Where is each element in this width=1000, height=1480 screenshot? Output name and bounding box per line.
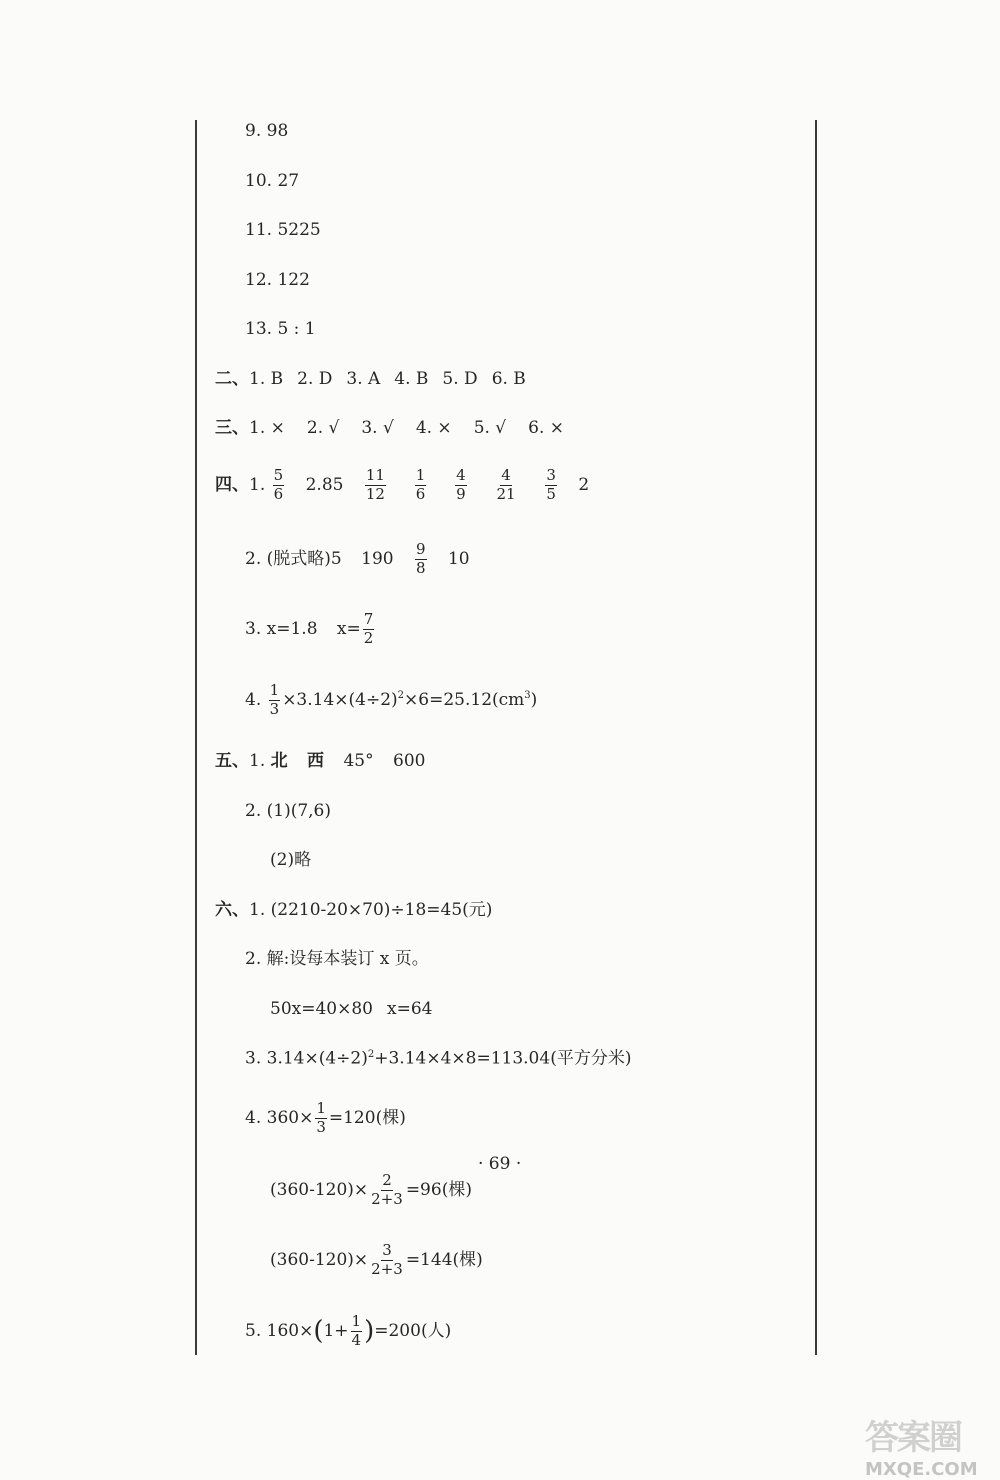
answer-12: 12. 122 <box>245 270 310 290</box>
value: 2.85 <box>305 474 344 495</box>
sec2-item: 6. B <box>491 369 526 389</box>
sec2-item: 2. D <box>297 369 333 389</box>
fraction: $\frac{11}{12}$ <box>365 466 385 503</box>
fraction: $\frac{3}{2+3}$ <box>371 1241 403 1278</box>
section-6-q5: 5. 160×(1+ $\frac{1}{4}$ )=200(人) <box>245 1312 452 1349</box>
fraction: $\frac{1}{6}$ <box>415 466 426 503</box>
section-6-q1: 六、1. (2210-20×70)÷18=45(元) <box>215 900 493 920</box>
answer-11: 11. 5225 <box>245 220 321 240</box>
section-6-q4b: (360-120)× $\frac{2}{2+3}$ =96(棵) <box>270 1171 472 1208</box>
fraction: $\frac{4}{9}$ <box>456 466 466 503</box>
q-number: 1. <box>249 474 266 495</box>
section-5-q1: 五、1. 北 西 45° 600 <box>215 751 426 771</box>
section-3-answers <box>215 420 564 437</box>
fraction: $\frac{1}{3}$ <box>316 1099 326 1136</box>
section-2-label: 二、 <box>215 369 249 389</box>
section-4-q1 <box>215 468 589 503</box>
fraction: $\frac{1}{3}$ <box>269 681 280 718</box>
fraction: $\frac{2}{2+3}$ <box>371 1171 403 1208</box>
answer-10: 10. 27 <box>245 171 300 191</box>
section-6-q2b: 50x=40×80 x=64 <box>270 999 433 1019</box>
equation: x= <box>336 618 361 639</box>
sec2-item: 1. B <box>249 369 284 389</box>
fraction: $\frac{7}{2}$ <box>363 610 374 647</box>
section-4-label: 四、 <box>215 474 249 495</box>
section-4-q4: 4. $\frac{1}{3}$ $\times 3.14\times(4\div 2)^2\times 6=25.12(cm^3)$ <box>245 681 538 718</box>
sec3-item: 4. × <box>415 418 452 438</box>
fraction: $\frac{9}{8}$ <box>415 540 426 577</box>
answer-9: 9. 98 <box>245 121 289 141</box>
q-number: 3. <box>245 618 262 639</box>
q-number: 4. <box>245 689 262 710</box>
section-2-answers <box>215 371 526 388</box>
section-5-label: 五、 <box>215 751 249 771</box>
section-6-q4a: 4. 360× $\frac{1}{3}$ =120(棵) <box>245 1099 406 1136</box>
value: 2 <box>578 474 590 495</box>
q-number: 1. <box>249 751 266 771</box>
sec3-item: 3. √ <box>361 418 394 438</box>
sec2-item: 5. D <box>442 369 478 389</box>
sec3-item: 6. × <box>528 418 565 438</box>
value: 190 <box>361 548 394 569</box>
section-6-q2a: 2. 解:设每本装订 x 页。 <box>245 949 429 969</box>
section-6-label: 六、 <box>215 900 249 920</box>
sec2-item: 3. A <box>346 369 381 389</box>
section-5-q2a: 2. (1)(7,6) <box>245 801 332 821</box>
value: 10 <box>447 548 470 569</box>
sec3-item: 2. √ <box>306 418 340 438</box>
page-number: · 69 · <box>478 1154 522 1174</box>
right-margin-rule <box>815 120 817 1355</box>
fraction: $\frac{3}{5}$ <box>546 466 556 503</box>
section-3-label: 三、 <box>215 418 249 438</box>
section-6-q3: 3. $3.14\times(4\div 2)^2+3.14\times 4\times 8=113.04$(平方分米) <box>245 1048 632 1069</box>
equation: x=1.8 <box>266 618 318 639</box>
q2-text: 2. (脱式略)5 <box>245 548 342 569</box>
sec3-item: 1. × <box>249 418 285 438</box>
section-4-q3 <box>245 612 376 647</box>
sec2-item: 4. B <box>394 369 429 389</box>
section-5-q2b: (2)略 <box>270 850 312 870</box>
fraction: $\frac{1}{4}$ <box>351 1312 362 1349</box>
fraction: $\frac{5}{6}$ <box>273 466 284 503</box>
answer-13: 13. 5 : 1 <box>245 319 316 339</box>
left-margin-rule <box>195 120 197 1355</box>
fraction: $\frac{4}{21}$ <box>496 466 516 503</box>
sec3-item: 5. √ <box>473 418 507 438</box>
watermark-logo: 答案圈 MXQE.COM <box>865 1418 978 1480</box>
section-4-q2 <box>245 542 470 577</box>
section-6-q4c: (360-120)× $\frac{3}{2+3}$ =144(棵) <box>270 1241 483 1278</box>
